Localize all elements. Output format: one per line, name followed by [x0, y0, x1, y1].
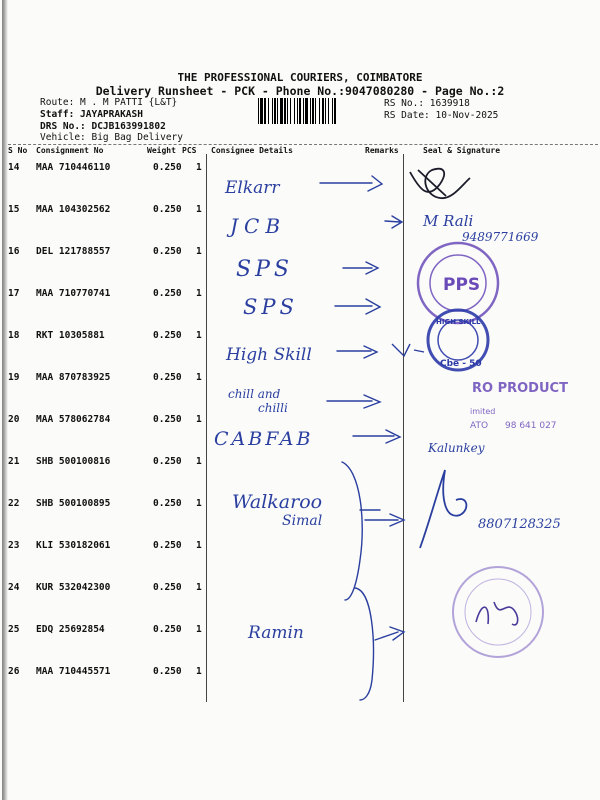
col-remarks: Remarks	[365, 146, 399, 155]
svg-text:Kalunkey: Kalunkey	[428, 441, 485, 455]
col-weight: Weight	[147, 146, 176, 155]
table-row	[0, 282, 600, 324]
drs-label: DRS No.: DCJB163991802	[40, 121, 166, 132]
row-consignment-no: EDQ 25692854	[36, 624, 105, 635]
hw-r15: JCB	[230, 214, 287, 238]
table-row	[0, 660, 600, 702]
hw-r17: SPS	[243, 295, 298, 319]
row-consignment-no: MAA 710446110	[36, 162, 111, 173]
row-sno: 17	[8, 288, 20, 299]
col-seal: Seal & Signature	[423, 146, 501, 155]
hw-r16: SPS	[236, 257, 293, 282]
row-pcs: 1	[196, 162, 202, 173]
row-pcs: 1	[196, 204, 202, 215]
row-sno: 23	[8, 540, 20, 551]
svg-text:M Rali: M Rali	[423, 212, 474, 230]
rs-date-label: RS Date: 10-Nov-2025	[384, 110, 499, 121]
table-row	[0, 534, 600, 576]
row-consignment-no: KUR 532042300	[36, 582, 111, 593]
svg-text:HIGH SKILL: HIGH SKILL	[436, 318, 481, 326]
hw-r19a: chill and	[228, 387, 281, 401]
row-pcs: 1	[196, 414, 202, 425]
table-row	[0, 324, 600, 366]
row-weight: 0.250	[153, 204, 182, 215]
table-row	[0, 198, 600, 240]
row-sno: 19	[8, 372, 20, 383]
row-weight: 0.250	[153, 162, 182, 173]
table-row	[0, 576, 600, 618]
table-row	[0, 156, 600, 198]
row-pcs: 1	[196, 372, 202, 383]
row-sno: 18	[8, 330, 20, 341]
row-weight: 0.250	[153, 624, 182, 635]
row-consignment-no: MAA 104302562	[36, 204, 111, 215]
row-sno: 14	[8, 162, 20, 173]
row-sno: 24	[8, 582, 20, 593]
row-consignment-no: RKT 10305881	[36, 330, 105, 341]
svg-text:8807128325: 8807128325	[478, 517, 561, 532]
row-weight: 0.250	[153, 330, 182, 341]
row-pcs: 1	[196, 624, 202, 635]
row-weight: 0.250	[153, 540, 182, 551]
barcode-image	[256, 98, 380, 124]
row-sno: 16	[8, 246, 20, 257]
row-consignment-no: MAA 870783925	[36, 372, 111, 383]
row-weight: 0.250	[153, 246, 182, 257]
svg-text:imited: imited	[470, 407, 496, 416]
row-pcs: 1	[196, 288, 202, 299]
rs-no-label: RS No.: 1639918	[384, 98, 470, 109]
row-weight: 0.250	[153, 582, 182, 593]
row-weight: 0.250	[153, 498, 182, 509]
table-row	[0, 618, 600, 660]
row-consignment-no: MAA 710445571	[36, 666, 111, 677]
vehicle-label: Vehicle: Big Bag Delivery	[40, 132, 183, 143]
svg-text:RO PRODUCT: RO PRODUCT	[472, 381, 568, 396]
row-consignment-no: KLI 530182061	[36, 540, 111, 551]
hw-r22a: Walkaroo	[232, 491, 323, 513]
row-pcs: 1	[196, 582, 202, 593]
row-sno: 15	[8, 204, 20, 215]
row-weight: 0.250	[153, 372, 182, 383]
col-consignee: Consignee Details	[211, 146, 293, 155]
svg-text:98 641 027: 98 641 027	[505, 421, 557, 431]
row-sno: 21	[8, 456, 20, 467]
route-label: Route: M . M PATTI {L&T}	[40, 97, 178, 108]
company-title: THE PROFESSIONAL COURIERS, COIMBATORE	[177, 71, 423, 84]
staff-label: Staff: JAYAPRAKASH	[40, 109, 143, 120]
row-pcs: 1	[196, 666, 202, 677]
hw-r19b: chilli	[258, 401, 288, 415]
row-pcs: 1	[196, 330, 202, 341]
row-sno: 20	[8, 414, 20, 425]
table-row	[0, 450, 600, 492]
row-sno: 25	[8, 624, 20, 635]
row-consignment-no: SHB 500100816	[36, 456, 111, 467]
svg-text:ATO: ATO	[470, 421, 489, 431]
hw-r18: High Skill	[226, 345, 312, 365]
col-pcs: PCS	[182, 146, 197, 155]
row-consignment-no: MAA 710770741	[36, 288, 111, 299]
runsheet-title: Delivery Runsheet - PCK - Phone No.:9047080280 - Page No.:2	[95, 84, 505, 98]
row-weight: 0.250	[153, 666, 182, 677]
row-sno: 26	[8, 666, 20, 677]
row-consignment-no: MAA 578062784	[36, 414, 111, 425]
hw-r20: CABFAB	[214, 428, 314, 450]
svg-text:Cbe - 50: Cbe - 50	[440, 359, 482, 369]
svg-text:PPS: PPS	[443, 275, 481, 295]
row-consignment-no: DEL 121788557	[36, 246, 111, 257]
row-weight: 0.250	[153, 456, 182, 467]
table-row	[0, 240, 600, 282]
row-weight: 0.250	[153, 414, 182, 425]
row-pcs: 1	[196, 246, 202, 257]
row-consignment-no: SHB 500100895	[36, 498, 111, 509]
row-pcs: 1	[196, 540, 202, 551]
col-consignment: Consignment No	[36, 146, 104, 155]
row-pcs: 1	[196, 498, 202, 509]
table-row	[0, 408, 600, 450]
svg-text:9489771669: 9489771669	[462, 230, 539, 244]
row-pcs: 1	[196, 456, 202, 467]
row-weight: 0.250	[153, 288, 182, 299]
header-separator	[8, 144, 598, 145]
hw-r25: Ramin	[248, 623, 304, 643]
hw-r14: Elkarr	[225, 178, 280, 198]
table-row	[0, 492, 600, 534]
hw-r22b: Simal	[282, 513, 323, 529]
row-sno: 22	[8, 498, 20, 509]
table-row	[0, 366, 600, 408]
col-sno: S No	[8, 146, 28, 155]
